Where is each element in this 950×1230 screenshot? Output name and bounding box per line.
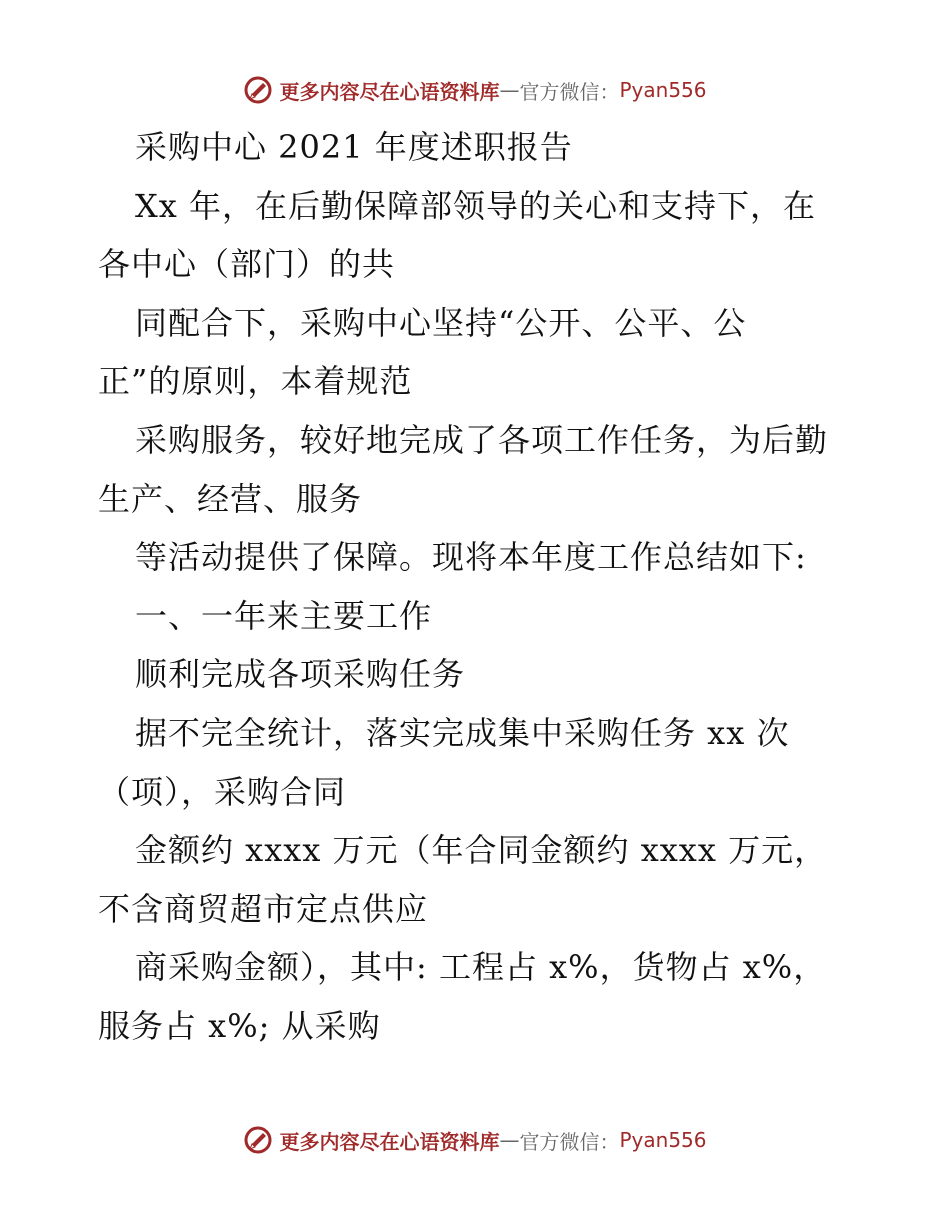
page-footer-watermark — [0, 1120, 950, 1160]
page-header-watermark — [0, 70, 950, 110]
brand-logo-icon — [243, 1125, 273, 1155]
paragraph-line: 据不完全统计，落实完成集中采购任务 xx 次 — [135, 713, 790, 752]
brand-wechat-id: Pyan556 — [619, 78, 707, 102]
paragraph-line: （项），采购合同 — [98, 772, 347, 811]
paragraph-line: 同配合下，采购中心坚持“公开、公平、公 — [135, 303, 747, 342]
paragraph-line: 生产、经营、服务 — [98, 479, 363, 518]
paragraph-line: 等活动提供了保障。现将本年度工作总结如下: — [135, 538, 807, 577]
document-body — [98, 118, 868, 1056]
brand-slogan: 更多内容尽在心语资料库 — [279, 79, 500, 104]
brand-wechat-id: Pyan556 — [619, 1128, 707, 1152]
paragraph-line: Xx 年，在后勤保障部领导的关心和支持下，在 — [135, 186, 817, 225]
brand-logo-icon — [243, 75, 273, 105]
paragraph-line: 采购服务，较好地完成了各项工作任务，为后勤 — [135, 420, 829, 459]
paragraph-line: 不含商贸超市定点供应 — [98, 889, 429, 928]
brand-dash: — — [499, 78, 520, 102]
section-heading: 一、一年来主要工作 — [135, 596, 433, 635]
brand-wechat-label: 官方微信： — [519, 1129, 620, 1154]
paragraph-line: 正”的原则，本着规范 — [98, 362, 413, 401]
brand-dash: — — [499, 1128, 520, 1152]
document-title: 采购中心 2021 年度述职报告 — [135, 128, 573, 166]
brand-slogan: 更多内容尽在心语资料库 — [279, 1129, 500, 1154]
paragraph-line: 服务占 x%; 从采购 — [98, 1006, 381, 1045]
brand-wechat-label: 官方微信： — [519, 79, 620, 104]
paragraph-line: 各中心（部门）的共 — [98, 245, 396, 284]
paragraph-line: 金额约 xxxx 万元（年合同金额约 xxxx 万元， — [135, 831, 828, 870]
paragraph-line: 商采购金额），其中: 工程占 x%，货物占 x%， — [135, 948, 827, 987]
subsection-heading: 顺利完成各项采购任务 — [135, 655, 466, 694]
